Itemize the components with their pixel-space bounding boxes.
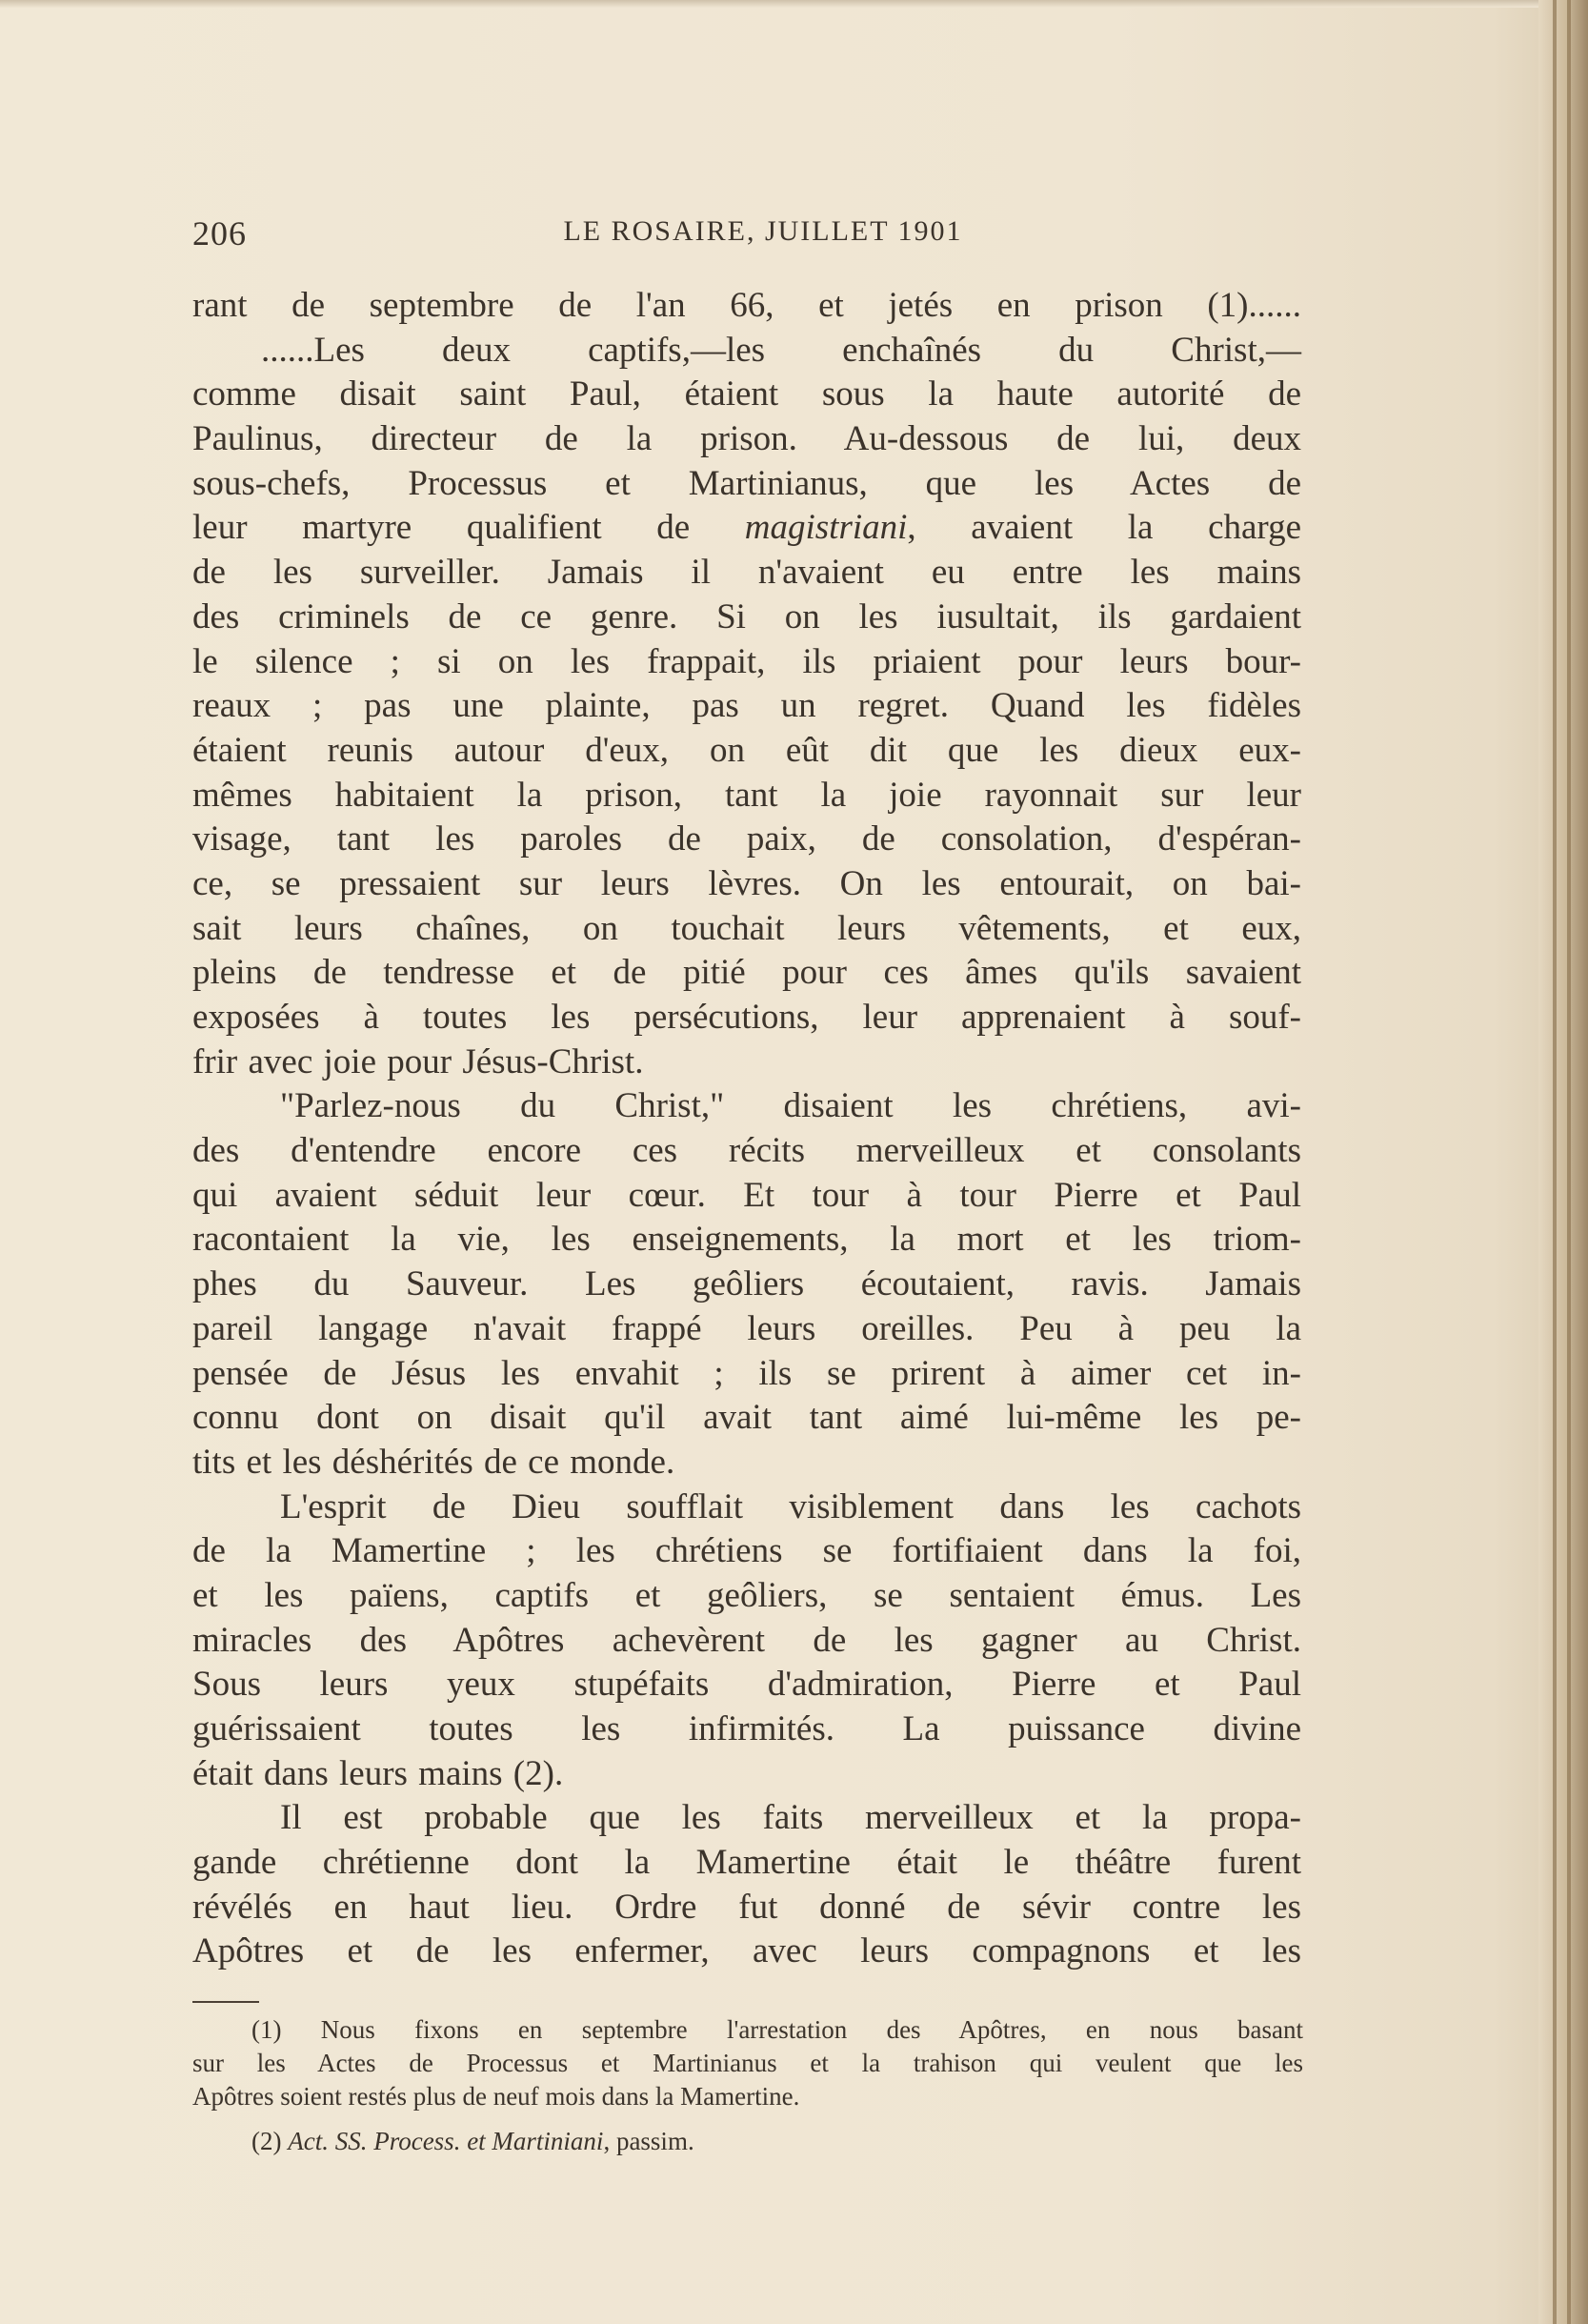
text-line: ce, se pressaient sur leurs lèvres. On les entourait, on bai- xyxy=(192,863,1301,903)
text-line: Paulinus, directeur de la prison. Au-dessous de lui, deux xyxy=(192,419,1301,459)
text-line: visage, tant les paroles de paix, de consolation, d'espéran- xyxy=(192,819,1301,859)
text-line: gande chrétienne dont la Mamertine était le théâtre furent xyxy=(192,1843,1301,1883)
text-line: frir avec joie pour Jésus-Christ. xyxy=(192,1041,644,1081)
text-segment: leur martyre qualifient de xyxy=(192,508,745,548)
text-line: pareil langage n'avait frappé leurs oreilles. Peu à peu la xyxy=(192,1308,1301,1348)
italic-term: magistriani xyxy=(744,508,908,548)
footnote-text: , passim. xyxy=(603,2127,694,2155)
text-line: et les païens, captifs et geôliers, se sentaient émus. Les xyxy=(192,1575,1301,1615)
text-line: Sous leurs yeux stupéfaits d'admiration, Pierre et Paul xyxy=(192,1665,1301,1705)
text-line: de la Mamertine ; les chrétiens se fortifiaient dans la foi, xyxy=(192,1531,1301,1571)
text-line: révélés en haut lieu. Ordre fut donné de sévir contre les xyxy=(192,1887,1301,1927)
source-citation: Act. SS. Process. et Martiniani xyxy=(288,2127,604,2155)
page-number: 206 xyxy=(192,214,247,253)
text-line: connu dont on disait qu'il avait tant aimé lui-même les pe- xyxy=(192,1398,1301,1438)
text-line: exposées à toutes les persécutions, leur apprenaient à souf- xyxy=(192,998,1301,1037)
footnote-line: (1) Nous fixons en septembre l'arrestation des Apôtres, en nous basant xyxy=(251,2015,1303,2044)
text-line: sous-chefs, Processus et Martinianus, que les Actes de xyxy=(192,463,1301,503)
text-line: de les surveiller. Jamais il n'avaient eu entre les mains xyxy=(192,553,1301,593)
text-line: tits et les déshérités de ce monde. xyxy=(192,1442,675,1482)
text-line: guérissaient toutes les infirmités. La puissance divine xyxy=(192,1709,1301,1748)
binding-line-left xyxy=(1553,0,1557,2324)
page-binding-edge xyxy=(1538,0,1588,2324)
footnote-number: (2) xyxy=(251,2127,289,2155)
article-text xyxy=(192,284,1301,1974)
footnotes xyxy=(192,2013,1303,2158)
footnote-line: sur les Actes de Processus et Martinianus et la trahison qui veulent que les xyxy=(192,2049,1303,2077)
text-line: pensée de Jésus les envahit ; ils se prirent à aimer cet in- xyxy=(192,1353,1301,1393)
text-line: comme disait saint Paul, étaient sous la haute autorité de xyxy=(192,374,1301,414)
text-line: des d'entendre encore ces récits merveilleux et consolants xyxy=(192,1131,1301,1171)
footnote-line: Apôtres soient restés plus de neuf mois dans la Mamertine. xyxy=(192,2082,800,2111)
footnote-line-with-italic xyxy=(192,2125,1303,2158)
text-line: racontaient la vie, les enseignements, la mort et les triom- xyxy=(192,1220,1301,1260)
text-line: mêmes habitaient la prison, tant la joie rayonnait sur leur xyxy=(192,775,1301,815)
binding-line-right xyxy=(1567,0,1571,2324)
footnote-gap xyxy=(192,2113,1303,2125)
page-header xyxy=(192,213,1307,255)
text-line: miracles des Apôtres achevèrent de les gagner au Christ. xyxy=(192,1620,1301,1660)
text-line: phes du Sauveur. Les geôliers écoutaient, ravis. Jamais xyxy=(192,1264,1301,1304)
text-line: Apôtres et de les enfermer, avec leurs compagnons et les xyxy=(192,1931,1301,1971)
text-line-with-italic xyxy=(192,506,1301,551)
text-line: reaux ; pas une plainte, pas un regret. Quand les fidèles xyxy=(192,686,1301,726)
text-line: pleins de tendresse et de pitié pour ces âmes qu'ils savaient xyxy=(192,953,1301,993)
text-segment: , avaient la charge xyxy=(907,508,1301,548)
footnote-separator xyxy=(192,2001,259,2003)
text-line: le silence ; si on les frappait, ils priaient pour leurs bour- xyxy=(192,641,1301,681)
text-line: qui avaient séduit leur cœur. Et tour à tour Pierre et Paul xyxy=(192,1175,1301,1215)
text-line: étaient reunis autour d'eux, on eût dit que les dieux eux- xyxy=(192,730,1301,770)
text-line: des criminels de ce genre. Si on les iusultait, ils gardaient xyxy=(192,596,1301,637)
text-line: sait leurs chaînes, on touchait leurs vêtements, et eux, xyxy=(192,908,1301,948)
text-line: Il est probable que les faits merveilleux et la propa- xyxy=(280,1798,1301,1838)
text-line: rant de septembre de l'an 66, et jetés en prison (1)...... xyxy=(192,286,1301,325)
text-line: L'esprit de Dieu soufflait visiblement dans les cachots xyxy=(280,1486,1301,1526)
text-line: était dans leurs mains (2). xyxy=(192,1753,564,1793)
text-line: "Parlez-nous du Christ," disaient les chrétiens, avi- xyxy=(280,1086,1301,1126)
running-title: LE ROSAIRE, JUILLET 1901 xyxy=(563,215,963,247)
text-line: ......Les deux captifs,—les enchaînés du Christ,— xyxy=(261,330,1301,370)
top-edge-rule xyxy=(0,0,1543,8)
